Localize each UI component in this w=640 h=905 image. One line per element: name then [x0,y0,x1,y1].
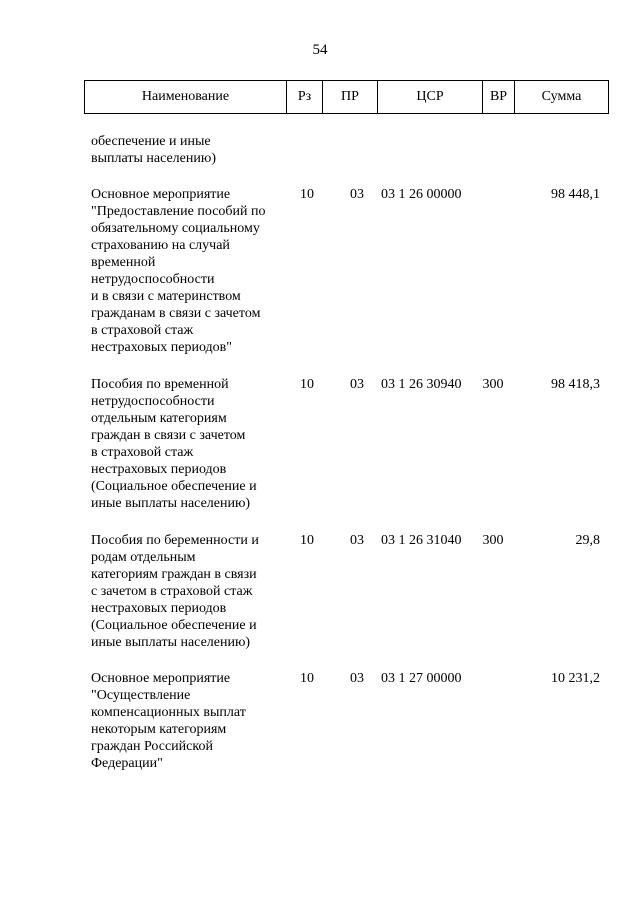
row-sum: 98 418,3 [551,377,600,392]
header-name: Наименование [85,81,287,114]
row-name: Пособия по беременности и родам отдельным категориям граждан в связи с зачетом в страховой стаж нестраховых периодов (Социальное обеспечение и иные выплаты населению) [91,533,259,650]
row-rz: 10 [300,671,314,686]
row-csr: 03 1 26 30940 [381,377,462,392]
row-sum: 29,8 [575,533,600,548]
row-name: Пособия по временной нетрудоспособности отдельным категориям граждан в связи с зачетом в страховой стаж нестраховых периодов (Социальное обеспечение и иные выплаты населению) [91,377,257,511]
row-pr: 03 [350,671,364,686]
row-pr: 03 [350,377,364,392]
row-sum: 98 448,1 [551,187,600,202]
header-csr: ЦСР [378,81,483,114]
header-rz: Рз [287,81,323,114]
row-rz: 10 [300,533,314,548]
row-sum: 10 231,2 [551,671,600,686]
row-name: Основное мероприятие "Осуществление компенсационных выплат некоторым категориям граждан Российской Федерации" [91,671,246,771]
row-rz: 10 [300,377,314,392]
row-vr: 300 [482,377,504,392]
row-rz: 10 [300,187,314,202]
row-vr: 300 [482,533,504,548]
row-pr: 03 [350,533,364,548]
header-sum: Сумма [515,81,609,114]
row-name: обеспечение и иные выплаты населению) [91,134,216,166]
page-number: 54 [312,42,328,58]
header-vr: ВР [483,81,515,114]
row-csr: 03 1 26 31040 [381,533,462,548]
table-header [84,80,609,114]
row-pr: 03 [350,187,364,202]
row-name: Основное мероприятие "Предоставление пособий по обязательному социальному страхованию на случай временной нетрудоспособности и в связи с материнством гражданам в связи с зачетом в страховой стаж нестраховых периодов" [91,187,266,355]
row-csr: 03 1 26 00000 [381,187,462,202]
row-csr: 03 1 27 00000 [381,671,462,686]
header-pr: ПР [323,81,378,114]
